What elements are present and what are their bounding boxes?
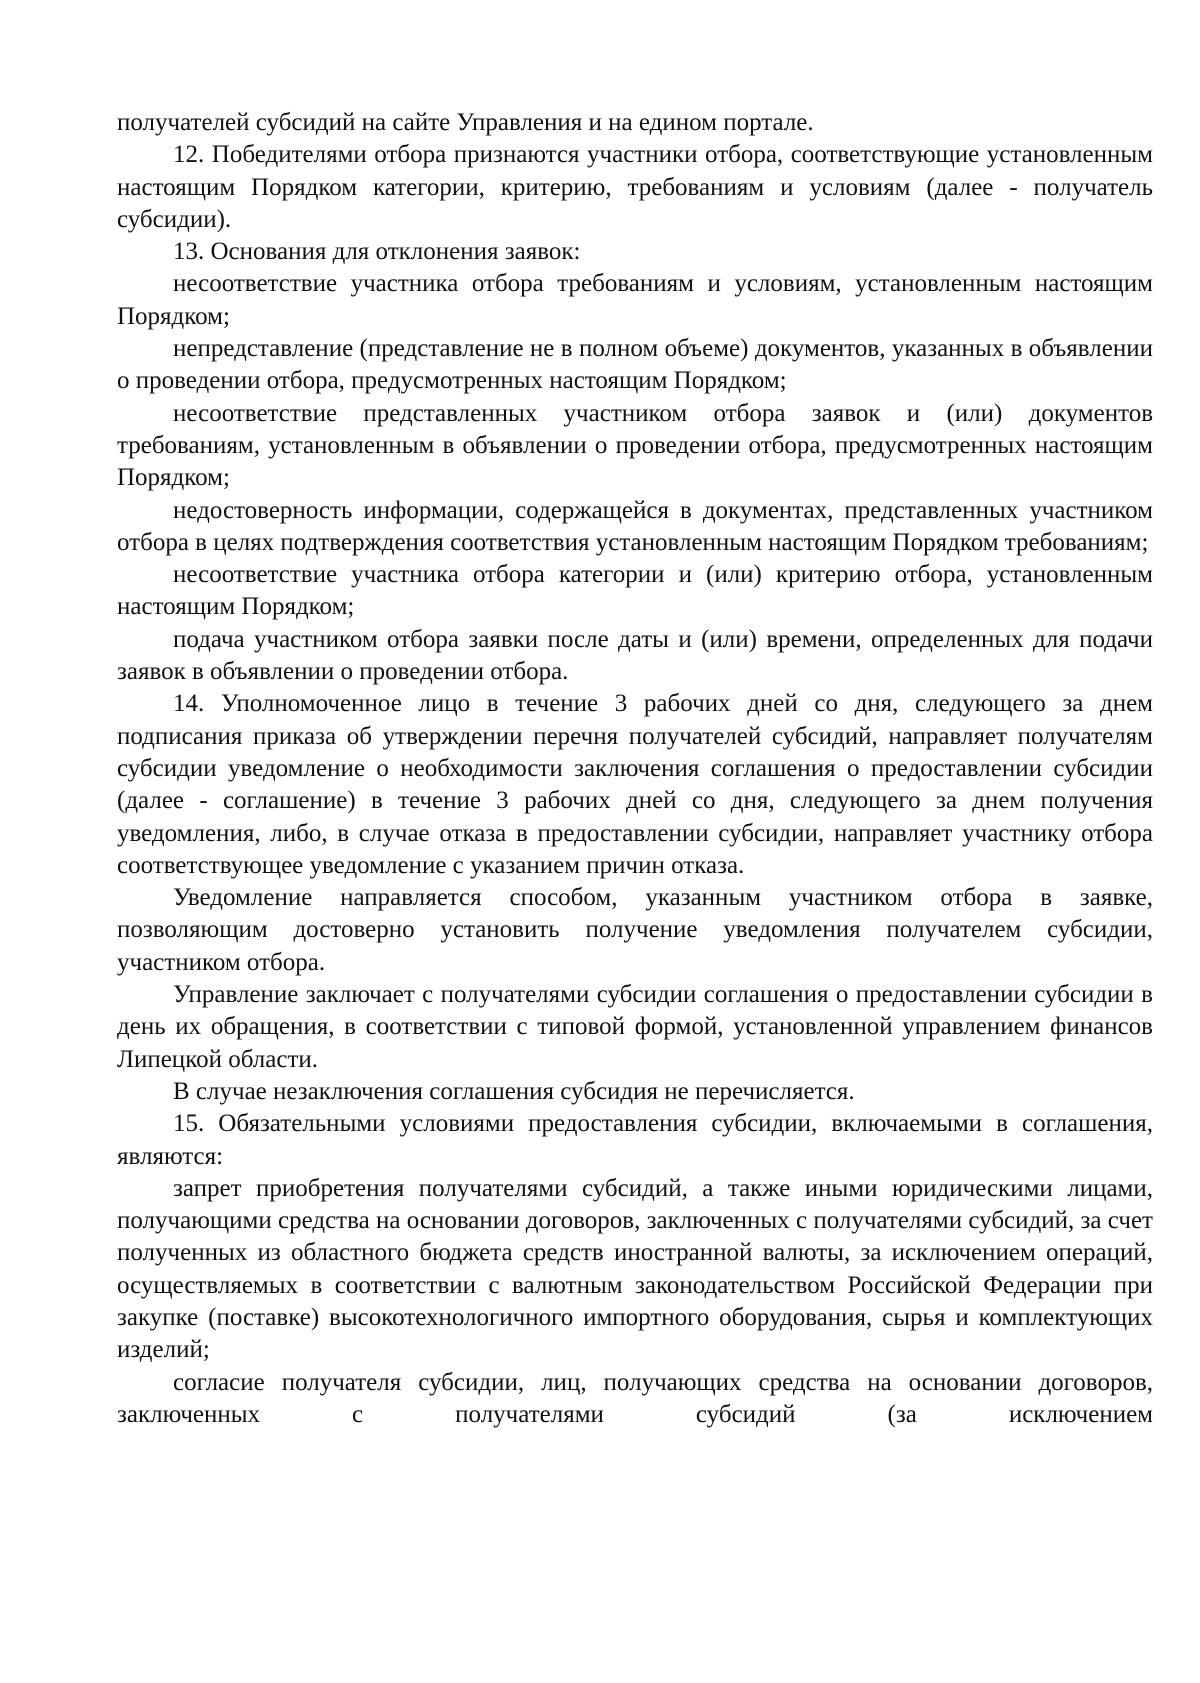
paragraph-no-agreement: В случае незаключения соглашения субсидия не перечисляется. — [173, 1077, 855, 1105]
paragraph-notification-method: Уведомление направляется способом, указанным участником отбора в заявке, позволяющим достоверно установить получение уведомления получателем субсидии, участником отбора. — [117, 884, 1153, 976]
paragraph-rejection-item: подача участником отбора заявки после даты и (или) времени, определенных для подачи заявок в объявлении о проведении отбора. — [117, 625, 1153, 686]
paragraph-15-conditions: 15. Обязательными условиями предоставления субсидии, включаемыми в соглашения, являются: — [117, 1110, 1153, 1170]
paragraph-rejection-item: непредставление (представление не в полном объеме) документов, указанных в объявлении о проведении отбора, предусмотренных настоящим Порядком; — [117, 335, 1153, 395]
paragraph-condition-item: запрет приобретения получателями субсидий, а также иными юридическими лицами, получающими средства на основании договоров, заключенных с получателями субсидий, за счет полученных из областного бюджета средств иностранной валюты, за исключением операций, осуществляемых в соответствии с валютным законодательством Российской Федерации при закупке (поставке) высокотехнологичного импортного оборудования, сырья и комплектующих изделий; — [117, 1174, 1153, 1364]
paragraph-rejection-item: несоответствие представленных участником отбора заявок и (или) документов требованиям, установленным в объявлении о проведении отбора, предусмотренных настоящим Порядком; — [117, 399, 1153, 492]
paragraph-agreement: Управление заключает с получателями субсидии соглашения о предоставлении субсидии в день их обращения, в соответствии с типовой формой, установленной управлением финансов Липецкой области. — [117, 981, 1153, 1073]
paragraph-condition-item: согласие получателя субсидии, лиц, получающих средства на основании договоров, заключенных с получателями субсидий (за исключением — [117, 1368, 1153, 1428]
paragraph-12-winners: 12. Победителями отбора признаются участники отбора, соответствующие установленным настоящим Порядком категории, критерию, требованиям и условиям (далее - получатель субсидии). — [117, 141, 1153, 233]
paragraph-rejection-item: несоответствие участника отбора категории и (или) критерию отбора, установленным настоящим Порядком; — [117, 561, 1153, 621]
paragraph-continuation: получателей субсидий на сайте Управления и на едином портале. — [117, 109, 814, 136]
document-body — [117, 107, 1153, 1431]
paragraph-rejection-item: недостоверность информации, содержащейся в документах, представленных участником отбора в целях подтверждения соответствия установленным настоящим Порядком требованиям; — [117, 496, 1153, 556]
paragraph-14-notification: 14. Уполномоченное лицо в течение 3 рабочих дней со дня, следующего за днем подписания приказа об утверждении перечня получателей субсидий, направляет получателям субсидии уведомление о необходимости заключения соглашения о предоставлении субсидии (далее - соглашение) в течение 3 рабочих дней со дня, следующего за днем получения уведомления, либо, в случае отказа в предоставлении субсидии, направляет участнику отбора соответствующее уведомление с указанием причин отказа. — [117, 690, 1153, 879]
paragraph-13-rejection-grounds: 13. Основания для отклонения заявок: — [173, 238, 581, 266]
paragraph-rejection-item: несоответствие участника отбора требованиям и условиям, установленным настоящим Порядком; — [117, 270, 1153, 330]
